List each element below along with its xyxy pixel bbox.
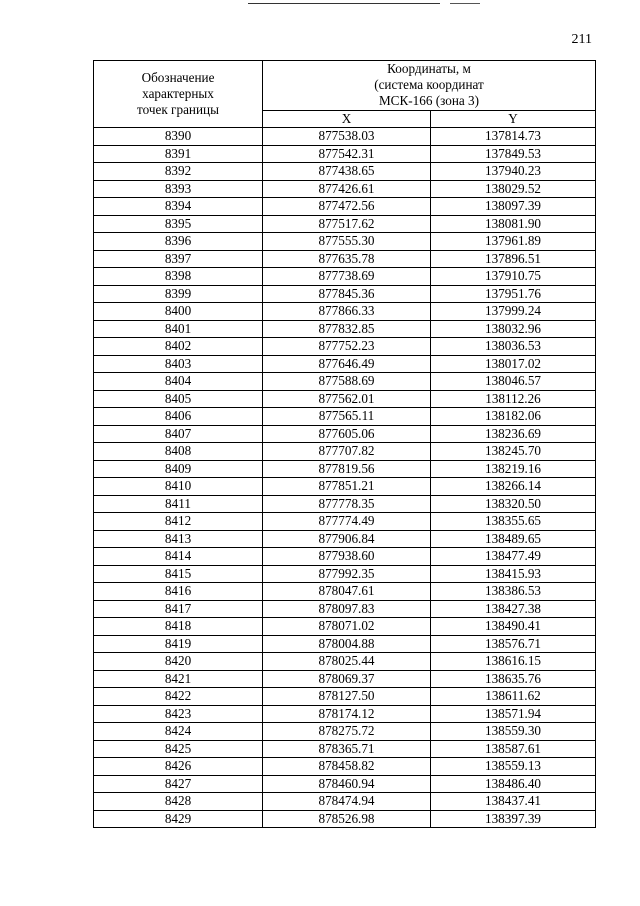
x-coordinate-cell: 877588.69: [263, 373, 431, 391]
y-coordinate-cell: 138611.62: [431, 688, 596, 706]
table-row: [94, 285, 596, 303]
point-id-cell: 8415: [94, 565, 263, 583]
point-id-cell: 8426: [94, 758, 263, 776]
x-coordinate-cell: 877774.49: [263, 513, 431, 531]
table-row: [94, 723, 596, 741]
table-row: [94, 443, 596, 461]
y-coordinate-cell: 138245.70: [431, 443, 596, 461]
y-coordinate-cell: 138397.39: [431, 810, 596, 828]
point-label-line: характерных: [142, 85, 214, 101]
y-coordinate-cell: 138635.76: [431, 670, 596, 688]
point-id-cell: 8429: [94, 810, 263, 828]
y-coordinate-cell: 138587.61: [431, 740, 596, 758]
x-coordinate-cell: 877646.49: [263, 355, 431, 373]
x-coordinate-cell: 878474.94: [263, 793, 431, 811]
x-coordinate-cell: 877517.62: [263, 215, 431, 233]
y-coordinate-cell: 138386.53: [431, 583, 596, 601]
x-coordinate-cell: 877778.35: [263, 495, 431, 513]
table-row: [94, 215, 596, 233]
y-coordinate-cell: 138559.13: [431, 758, 596, 776]
point-id-cell: 8425: [94, 740, 263, 758]
top-rule: [248, 3, 440, 4]
table-row: [94, 513, 596, 531]
table-row: [94, 653, 596, 671]
point-id-cell: 8405: [94, 390, 263, 408]
coords-label-line: Координаты, м: [387, 61, 471, 76]
x-coordinate-cell: 877438.65: [263, 163, 431, 181]
point-id-cell: 8403: [94, 355, 263, 373]
y-coordinate-cell: 138182.06: [431, 408, 596, 426]
point-id-cell: 8419: [94, 635, 263, 653]
y-coordinate-cell: 137951.76: [431, 285, 596, 303]
point-id-cell: 8413: [94, 530, 263, 548]
x-coordinate-cell: 877906.84: [263, 530, 431, 548]
x-coordinate-cell: 877426.61: [263, 180, 431, 198]
table-row: [94, 355, 596, 373]
table-row: [94, 635, 596, 653]
point-id-cell: 8421: [94, 670, 263, 688]
x-coordinate-cell: 877866.33: [263, 303, 431, 321]
x-coordinate-cell: 878069.37: [263, 670, 431, 688]
table-row: [94, 425, 596, 443]
point-id-cell: 8394: [94, 198, 263, 216]
y-coordinate-cell: 138320.50: [431, 495, 596, 513]
table-row: [94, 180, 596, 198]
point-id-cell: 8422: [94, 688, 263, 706]
table-row: [94, 548, 596, 566]
table-row: [94, 303, 596, 321]
x-coordinate-cell: 877538.03: [263, 128, 431, 146]
top-rule-fragment: [450, 3, 480, 4]
x-coordinate-cell: 878460.94: [263, 775, 431, 793]
coordinates-header: [263, 61, 596, 111]
point-id-cell: 8393: [94, 180, 263, 198]
y-coordinate-cell: 138219.16: [431, 460, 596, 478]
table-row: [94, 250, 596, 268]
x-column-header: X: [263, 110, 431, 128]
x-coordinate-cell: 877707.82: [263, 443, 431, 461]
y-coordinate-cell: 138097.39: [431, 198, 596, 216]
table-row: [94, 670, 596, 688]
table-row: [94, 495, 596, 513]
point-id-cell: 8427: [94, 775, 263, 793]
table-row: [94, 268, 596, 286]
x-coordinate-cell: 878047.61: [263, 583, 431, 601]
table-row: [94, 618, 596, 636]
point-id-cell: 8408: [94, 443, 263, 461]
table-row: [94, 600, 596, 618]
table-header: [94, 61, 596, 128]
x-coordinate-cell: 877472.56: [263, 198, 431, 216]
x-coordinate-cell: 878071.02: [263, 618, 431, 636]
point-id-cell: 8412: [94, 513, 263, 531]
table-row: [94, 565, 596, 583]
y-coordinate-cell: 138489.65: [431, 530, 596, 548]
y-coordinate-cell: 138032.96: [431, 320, 596, 338]
y-coordinate-cell: 138355.65: [431, 513, 596, 531]
point-label-line: точек границы: [137, 102, 219, 118]
point-id-cell: 8407: [94, 425, 263, 443]
table-row: [94, 775, 596, 793]
table-body: [94, 128, 596, 828]
point-id-cell: 8399: [94, 285, 263, 303]
table-row: [94, 163, 596, 181]
y-coordinate-cell: 138415.93: [431, 565, 596, 583]
point-id-cell: 8391: [94, 145, 263, 163]
coords-label-line: (система координат: [374, 77, 484, 93]
x-coordinate-cell: 877752.23: [263, 338, 431, 356]
y-coordinate-cell: 138236.69: [431, 425, 596, 443]
x-coordinate-cell: 878526.98: [263, 810, 431, 828]
x-coordinate-cell: 878097.83: [263, 600, 431, 618]
table-row: [94, 793, 596, 811]
x-coordinate-cell: 877635.78: [263, 250, 431, 268]
x-coordinate-cell: 878275.72: [263, 723, 431, 741]
x-coordinate-cell: 877832.85: [263, 320, 431, 338]
table-row: [94, 373, 596, 391]
x-coordinate-cell: 877819.56: [263, 460, 431, 478]
x-coordinate-cell: 878127.50: [263, 688, 431, 706]
table-row: [94, 758, 596, 776]
point-id-cell: 8417: [94, 600, 263, 618]
y-coordinate-cell: 138029.52: [431, 180, 596, 198]
point-id-cell: 8390: [94, 128, 263, 146]
y-coordinate-cell: 137961.89: [431, 233, 596, 251]
point-id-cell: 8411: [94, 495, 263, 513]
point-id-cell: 8414: [94, 548, 263, 566]
table-row: [94, 128, 596, 146]
table-row: [94, 390, 596, 408]
y-coordinate-cell: 137849.53: [431, 145, 596, 163]
table-row: [94, 460, 596, 478]
point-id-cell: 8397: [94, 250, 263, 268]
point-id-cell: 8392: [94, 163, 263, 181]
x-coordinate-cell: 877542.31: [263, 145, 431, 163]
table-row: [94, 478, 596, 496]
point-id-cell: 8395: [94, 215, 263, 233]
y-coordinate-cell: 138427.38: [431, 600, 596, 618]
x-coordinate-cell: 877555.30: [263, 233, 431, 251]
y-coordinate-cell: 138486.40: [431, 775, 596, 793]
x-coordinate-cell: 878025.44: [263, 653, 431, 671]
y-coordinate-cell: 138036.53: [431, 338, 596, 356]
x-coordinate-cell: 878174.12: [263, 705, 431, 723]
point-id-cell: 8401: [94, 320, 263, 338]
y-coordinate-cell: 138616.15: [431, 653, 596, 671]
y-coordinate-cell: 138477.49: [431, 548, 596, 566]
y-coordinate-cell: 137814.73: [431, 128, 596, 146]
point-id-cell: 8423: [94, 705, 263, 723]
x-coordinate-cell: 877562.01: [263, 390, 431, 408]
x-coordinate-cell: 877738.69: [263, 268, 431, 286]
y-coordinate-cell: 138571.94: [431, 705, 596, 723]
point-id-cell: 8398: [94, 268, 263, 286]
x-coordinate-cell: 877605.06: [263, 425, 431, 443]
coordinates-table: [93, 60, 596, 828]
coords-label-line: МСК-166 (зона 3): [378, 93, 480, 109]
table-row: [94, 583, 596, 601]
x-coordinate-cell: 878365.71: [263, 740, 431, 758]
point-id-cell: 8400: [94, 303, 263, 321]
x-coordinate-cell: 878458.82: [263, 758, 431, 776]
x-coordinate-cell: 877565.11: [263, 408, 431, 426]
point-id-cell: 8420: [94, 653, 263, 671]
table-row: [94, 705, 596, 723]
y-coordinate-cell: 138266.14: [431, 478, 596, 496]
y-coordinate-cell: 137896.51: [431, 250, 596, 268]
table-row: [94, 530, 596, 548]
table-row: [94, 688, 596, 706]
y-coordinate-cell: 138046.57: [431, 373, 596, 391]
point-id-cell: 8409: [94, 460, 263, 478]
y-coordinate-cell: 138081.90: [431, 215, 596, 233]
point-id-cell: 8418: [94, 618, 263, 636]
y-coordinate-cell: 138017.02: [431, 355, 596, 373]
x-coordinate-cell: 877992.35: [263, 565, 431, 583]
table-row: [94, 338, 596, 356]
y-coordinate-cell: 138490.41: [431, 618, 596, 636]
point-label-line: Обозначение: [141, 69, 215, 85]
table-row: [94, 198, 596, 216]
x-coordinate-cell: 877845.36: [263, 285, 431, 303]
y-coordinate-cell: 137999.24: [431, 303, 596, 321]
point-id-cell: 8416: [94, 583, 263, 601]
point-id-cell: 8404: [94, 373, 263, 391]
y-coordinate-cell: 138437.41: [431, 793, 596, 811]
point-id-cell: 8424: [94, 723, 263, 741]
table-row: [94, 233, 596, 251]
point-id-cell: 8406: [94, 408, 263, 426]
page-number: 211: [571, 32, 592, 47]
x-coordinate-cell: 877938.60: [263, 548, 431, 566]
y-coordinate-cell: 138559.30: [431, 723, 596, 741]
y-coordinate-cell: 138112.26: [431, 390, 596, 408]
point-id-cell: 8410: [94, 478, 263, 496]
point-id-cell: 8396: [94, 233, 263, 251]
table-row: [94, 740, 596, 758]
x-coordinate-cell: 878004.88: [263, 635, 431, 653]
y-coordinate-cell: 137910.75: [431, 268, 596, 286]
table-row: [94, 408, 596, 426]
table-row: [94, 810, 596, 828]
y-coordinate-cell: 138576.71: [431, 635, 596, 653]
y-coordinate-cell: 137940.23: [431, 163, 596, 181]
point-id-cell: 8402: [94, 338, 263, 356]
point-designation-header: [94, 61, 263, 128]
table-row: [94, 320, 596, 338]
y-column-header: Y: [431, 110, 596, 128]
x-coordinate-cell: 877851.21: [263, 478, 431, 496]
point-id-cell: 8428: [94, 793, 263, 811]
table-row: [94, 145, 596, 163]
